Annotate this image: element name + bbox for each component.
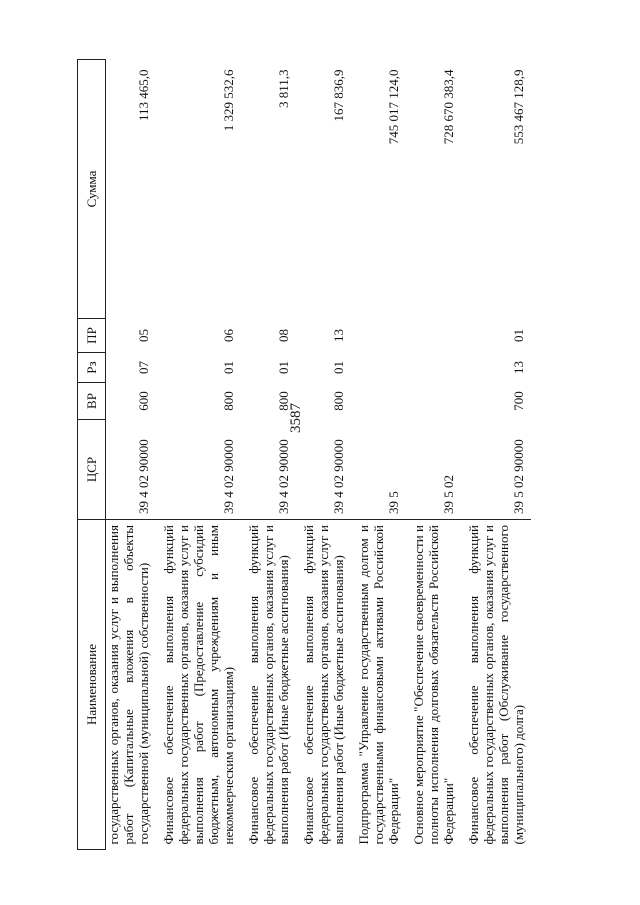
row-csr: 39 5 02 90000 [511,439,526,514]
header-sum: Сумма [78,60,106,319]
row-csr: 39 4 02 90000 [221,439,236,514]
header-csr: ЦСР [78,420,106,520]
row-sum: 113 465,0 [136,69,151,122]
row-rz: 01 [331,361,346,374]
row-name: Финансовое обеспечение выполнения функций федеральных государственных органов, оказания услуг и выполнения работ (Иные бюджетные ассигнования) [241,520,296,850]
row-sum: 167 836,9 [331,69,346,122]
row-vr: 800 [276,391,291,411]
rotated-table-container [77,60,617,850]
row-pr: 05 [136,329,151,342]
row-rz [406,353,461,383]
row-sum: 553 467 128,9 [511,69,526,145]
header-vr: ВР [78,383,106,420]
row-sum: 3 811,3 [276,69,291,109]
header-pr: ПР [78,319,106,353]
row-vr: 800 [331,391,346,411]
header-row [78,60,106,850]
row-vr: 800 [221,391,236,411]
row-csr: 39 5 02 [441,475,456,514]
row-pr: 13 [331,329,346,342]
row-name: Основное мероприятие "Обеспечение своевременности и полноты исполнения долговых обязательств Российской Федерации" [406,520,461,850]
row-rz [351,353,406,383]
table-row [461,60,531,850]
row-rz: 01 [276,361,291,374]
row-pr [406,319,461,353]
row-csr: 39 5 [386,491,401,514]
table-row [351,60,406,850]
row-name: государственных органов, оказания услуг и выполнения работ (Капитальные вложения в объекты государственной (муниципальной) собственности) [106,520,157,850]
row-name: Финансовое обеспечение выполнения функций федеральных государственных органов, оказания услуг и выполнения работ (Обслуживание государственного (муниципального) долга) [461,520,531,850]
page-number: 3587 [288,403,304,433]
row-csr: 39 4 02 90000 [276,439,291,514]
row-rz: 01 [221,361,236,374]
header-rz: Рз [78,353,106,383]
row-vr [406,383,461,420]
table-row [156,60,241,850]
row-csr: 39 4 02 90000 [136,439,151,514]
row-pr: 06 [221,329,236,342]
table-row [106,60,157,850]
row-vr [351,383,406,420]
row-vr: 600 [136,391,151,411]
row-pr [351,319,406,353]
row-sum: 728 670 383,4 [441,69,456,145]
row-name: Финансовое обеспечение выполнения функций федеральных государственных органов, оказания услуг и выполнения работ (Предоставление субсидий бюджетным, автономным учреждениям и иным некоммерческим организациям) [156,520,241,850]
row-rz: 13 [511,361,526,374]
row-name: Финансовое обеспечение выполнения функций федеральных государственных органов, оказания услуг и выполнения работ (Иные бюджетные ассигнования) [296,520,351,850]
row-sum: 1 329 532,6 [221,69,236,132]
table-row [406,60,461,850]
row-sum: 745 017 124,0 [386,69,401,145]
row-pr: 01 [511,329,526,342]
row-name: Подпрограмма "Управление государственным долгом и государственными финансовыми активами Российской Федерации" [351,520,406,850]
row-rz: 07 [136,361,151,374]
row-csr: 39 4 02 90000 [331,439,346,514]
row-pr: 08 [276,329,291,342]
table-row [241,60,296,850]
header-name: Наименование [78,520,106,850]
budget-table [77,59,531,850]
row-vr: 700 [511,391,526,411]
table-row [296,60,351,850]
